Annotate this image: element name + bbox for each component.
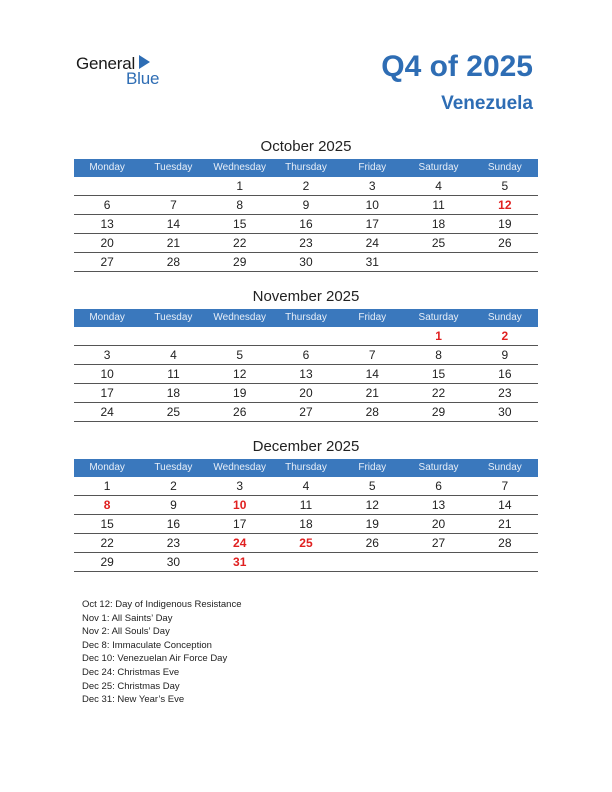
weekday-label: Monday bbox=[89, 462, 125, 473]
week-row bbox=[74, 534, 538, 553]
holiday-list bbox=[82, 598, 382, 707]
date-cell: 8 bbox=[435, 348, 442, 362]
date-cell: 15 bbox=[100, 517, 114, 531]
weekday-header bbox=[74, 159, 538, 177]
date-cell: 3 bbox=[103, 348, 111, 362]
weekday-label: Friday bbox=[358, 312, 387, 323]
week-row bbox=[74, 215, 538, 234]
date-cell bbox=[405, 553, 471, 571]
month-title: December 2025 bbox=[252, 438, 360, 455]
date-cell: 28 bbox=[365, 405, 379, 419]
date-cell: 6 bbox=[435, 479, 442, 493]
date-cell: 26 bbox=[498, 236, 512, 250]
date-cell: 7 bbox=[170, 198, 177, 212]
month-calendar-october bbox=[74, 136, 538, 272]
month-calendar-december bbox=[74, 436, 538, 572]
date-cell: 7 bbox=[501, 479, 509, 493]
date-cell bbox=[140, 327, 206, 345]
holiday-list-item: Dec 31: New Year’s Eve bbox=[82, 694, 185, 706]
weekday-label: Wednesday bbox=[213, 312, 267, 323]
date-cell: 4 bbox=[170, 348, 177, 362]
date-cell: 21 bbox=[166, 236, 181, 250]
logo-word-blue: Blue bbox=[126, 69, 160, 88]
date-cell: 27 bbox=[100, 255, 114, 269]
date-cell: 3 bbox=[236, 479, 244, 493]
holiday-date-cell: 25 bbox=[299, 536, 313, 550]
weekday-label: Thursday bbox=[285, 162, 327, 173]
holiday-list-item: Dec 8: Immaculate Conception bbox=[82, 639, 212, 651]
week-row bbox=[74, 496, 538, 515]
date-cell: 29 bbox=[100, 555, 114, 569]
holiday-date-cell: 1 bbox=[435, 329, 442, 343]
week-row bbox=[74, 177, 538, 196]
page-title: Q4 of 2025 bbox=[381, 50, 533, 83]
holiday-list-item: Dec 24: Christmas Eve bbox=[82, 666, 180, 678]
date-cell: 28 bbox=[498, 536, 512, 550]
date-cell: 20 bbox=[431, 517, 446, 531]
date-cell: 18 bbox=[299, 517, 313, 531]
date-cell: 22 bbox=[431, 386, 446, 400]
week-row bbox=[74, 327, 538, 346]
holiday-date-cell: 8 bbox=[103, 498, 111, 512]
date-cell: 17 bbox=[365, 217, 379, 231]
weekday-label: Sunday bbox=[487, 462, 522, 473]
weekday-label: Wednesday bbox=[213, 162, 267, 173]
date-cell: 5 bbox=[368, 479, 376, 493]
weekday-label: Saturday bbox=[418, 312, 459, 323]
weekday-label: Monday bbox=[89, 312, 125, 323]
date-cell: 2 bbox=[302, 179, 310, 193]
date-cell: 12 bbox=[365, 498, 379, 512]
date-cell: 25 bbox=[166, 405, 181, 419]
date-cell bbox=[472, 253, 538, 271]
date-cell: 13 bbox=[431, 498, 446, 512]
date-cell: 28 bbox=[166, 255, 181, 269]
weekday-label: Wednesday bbox=[213, 462, 267, 473]
logo-word-general: General bbox=[76, 54, 136, 73]
holiday-date-cell: 12 bbox=[498, 198, 512, 212]
week-row bbox=[74, 515, 538, 534]
weekday-label: Saturday bbox=[418, 162, 459, 173]
date-cell: 5 bbox=[501, 179, 509, 193]
holiday-list-item: Nov 2: All Souls’ Day bbox=[82, 626, 170, 638]
date-cell bbox=[405, 253, 471, 271]
date-cell: 24 bbox=[365, 236, 379, 250]
month-calendar-november bbox=[74, 286, 538, 422]
date-cell: 9 bbox=[170, 498, 177, 512]
date-cell: 14 bbox=[365, 367, 379, 381]
date-cell: 25 bbox=[431, 236, 446, 250]
weekday-label: Tuesday bbox=[154, 312, 193, 323]
date-cell bbox=[74, 177, 140, 195]
date-cell: 20 bbox=[299, 386, 313, 400]
date-cell: 19 bbox=[365, 517, 379, 531]
weekday-label: Sunday bbox=[487, 162, 522, 173]
country-name: Venezuela bbox=[441, 93, 533, 114]
date-cell: 31 bbox=[365, 255, 379, 269]
date-cell: 9 bbox=[302, 198, 310, 212]
date-cell: 20 bbox=[100, 236, 114, 250]
date-cell: 17 bbox=[100, 386, 114, 400]
weekday-label: Saturday bbox=[418, 462, 459, 473]
date-cell: 27 bbox=[299, 405, 313, 419]
week-row bbox=[74, 365, 538, 384]
date-cell: 10 bbox=[100, 367, 114, 381]
date-cell: 26 bbox=[233, 405, 247, 419]
date-cell: 10 bbox=[365, 198, 379, 212]
date-cell: 26 bbox=[365, 536, 379, 550]
weekday-label: Monday bbox=[89, 162, 125, 173]
date-cell bbox=[339, 327, 405, 345]
weekday-label: Tuesday bbox=[154, 462, 193, 473]
date-cell: 14 bbox=[166, 217, 181, 231]
date-cell: 9 bbox=[501, 348, 509, 362]
holiday-date-cell: 2 bbox=[501, 329, 509, 343]
date-cell: 13 bbox=[299, 367, 313, 381]
date-cell: 4 bbox=[302, 479, 310, 493]
date-cell: 7 bbox=[368, 348, 376, 362]
holiday-date-cell: 10 bbox=[233, 498, 247, 512]
month-title: November 2025 bbox=[252, 288, 360, 305]
date-cell: 18 bbox=[431, 217, 446, 231]
holiday-list-item: Dec 25: Christmas Day bbox=[82, 680, 180, 692]
weekday-header bbox=[74, 309, 538, 327]
date-cell: 11 bbox=[299, 498, 313, 512]
week-row bbox=[74, 403, 538, 422]
date-cell: 1 bbox=[103, 479, 111, 493]
date-cell: 30 bbox=[498, 405, 512, 419]
date-cell: 13 bbox=[100, 217, 114, 231]
date-cell: 6 bbox=[302, 348, 310, 362]
logo bbox=[76, 54, 176, 90]
weekday-label: Thursday bbox=[285, 462, 327, 473]
date-cell: 22 bbox=[100, 536, 114, 550]
date-cell: 23 bbox=[299, 236, 313, 250]
week-row bbox=[74, 384, 538, 403]
holiday-date-cell: 31 bbox=[233, 555, 247, 569]
date-cell bbox=[140, 177, 206, 195]
date-cell: 5 bbox=[236, 348, 244, 362]
date-cell: 21 bbox=[365, 386, 379, 400]
holiday-list-item: Nov 1: All Saints’ Day bbox=[82, 612, 173, 624]
date-cell: 3 bbox=[368, 179, 376, 193]
date-cell: 11 bbox=[432, 198, 445, 212]
date-cell: 14 bbox=[498, 498, 512, 512]
date-cell: 27 bbox=[431, 536, 446, 550]
date-cell: 29 bbox=[233, 255, 247, 269]
date-cell: 12 bbox=[233, 367, 247, 381]
date-cell bbox=[273, 327, 339, 345]
date-cell: 2 bbox=[170, 479, 177, 493]
week-row bbox=[74, 253, 538, 272]
date-cell bbox=[273, 553, 339, 571]
weekday-label: Tuesday bbox=[154, 162, 193, 173]
date-cell: 21 bbox=[498, 517, 512, 531]
weekday-label: Friday bbox=[358, 162, 387, 173]
date-cell: 19 bbox=[498, 217, 512, 231]
date-cell: 15 bbox=[431, 367, 446, 381]
date-cell: 19 bbox=[233, 386, 247, 400]
date-cell: 17 bbox=[233, 517, 247, 531]
date-cell: 4 bbox=[435, 179, 442, 193]
date-cell: 23 bbox=[498, 386, 512, 400]
date-cell: 16 bbox=[498, 367, 512, 381]
weekday-header bbox=[74, 459, 538, 477]
date-cell: 22 bbox=[233, 236, 247, 250]
weekday-label: Friday bbox=[358, 462, 387, 473]
date-cell: 24 bbox=[100, 405, 114, 419]
date-cell: 18 bbox=[166, 386, 181, 400]
logo-triangle-icon bbox=[139, 55, 150, 69]
week-row bbox=[74, 553, 538, 572]
week-row bbox=[74, 477, 538, 496]
holiday-list-item: Dec 10: Venezuelan Air Force Day bbox=[82, 653, 228, 665]
date-cell: 1 bbox=[236, 179, 244, 193]
date-cell: 15 bbox=[233, 217, 247, 231]
date-cell: 16 bbox=[299, 217, 313, 231]
date-cell: 23 bbox=[166, 536, 181, 550]
date-cell: 30 bbox=[166, 555, 181, 569]
date-cell bbox=[74, 327, 140, 345]
date-cell: 29 bbox=[431, 405, 446, 419]
week-row bbox=[74, 346, 538, 365]
date-cell bbox=[339, 553, 405, 571]
date-cell: 16 bbox=[166, 517, 181, 531]
date-cell: 6 bbox=[103, 198, 111, 212]
weekday-label: Thursday bbox=[285, 312, 327, 323]
date-cell: 11 bbox=[167, 367, 180, 381]
holiday-list-item: Oct 12: Day of Indigenous Resistance bbox=[82, 599, 242, 610]
date-cell bbox=[207, 327, 273, 345]
date-cell: 8 bbox=[236, 198, 244, 212]
month-title: October 2025 bbox=[260, 138, 352, 155]
weekday-label: Sunday bbox=[487, 312, 522, 323]
holiday-date-cell: 24 bbox=[233, 536, 247, 550]
date-cell: 30 bbox=[299, 255, 313, 269]
week-row bbox=[74, 196, 538, 215]
date-cell bbox=[472, 553, 538, 571]
week-row bbox=[74, 234, 538, 253]
